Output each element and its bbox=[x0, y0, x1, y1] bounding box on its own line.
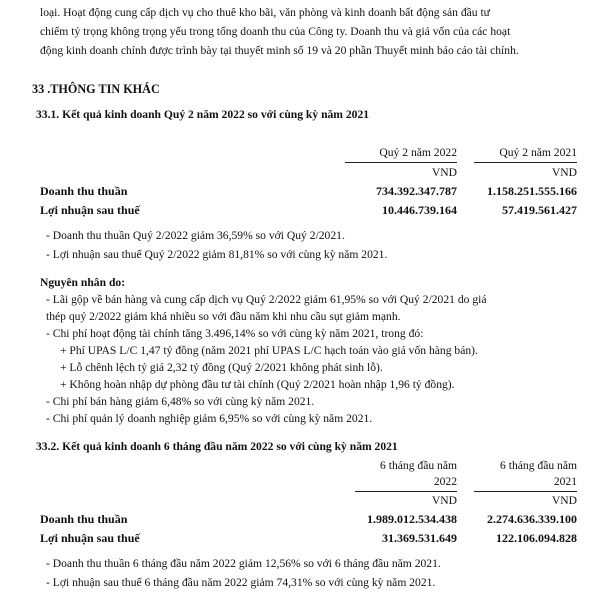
row-label-profit-after-tax: Lợi nhuận sau thuế bbox=[40, 531, 140, 545]
section-33-heading: 33 .THÔNG TIN KHÁC bbox=[32, 82, 160, 96]
row-label-profit-after-tax: Lợi nhuận sau thuế bbox=[40, 203, 140, 217]
value-cell: 57.419.561.427 bbox=[502, 203, 577, 217]
unit-label: VND bbox=[551, 494, 577, 507]
value-cell: 10.446.739.164 bbox=[382, 203, 457, 217]
value-cell: 2.274.636.339.100 bbox=[487, 512, 577, 526]
value-cell: 1.158.251.555.166 bbox=[487, 184, 577, 198]
h1-2022-column-header: 6 tháng đầu năm bbox=[380, 459, 457, 472]
note-line: - Lợi nhuận sau thuế Quý 2/2022 giảm 81,81% so với cùng kỳ năm 2021. bbox=[46, 248, 388, 261]
unit-label: VND bbox=[431, 166, 457, 179]
row-label-net-revenue: Doanh thu thuần bbox=[40, 184, 128, 198]
reason-subline: + Không hoàn nhập dự phòng đầu tư tài chính (Quý 2/2021 hoàn nhập 1,96 tỷ đồng). bbox=[60, 378, 455, 391]
value-cell: 122.106.094.828 bbox=[496, 531, 577, 545]
note-line: - Doanh thu thuần Quý 2/2022 giảm 36,59% so với Quý 2/2021. bbox=[46, 229, 345, 242]
note-line: - Doanh thu thuần 6 tháng đầu năm 2022 giảm 12,56% so với 6 tháng đầu năm 2021. bbox=[46, 557, 441, 570]
reason-line: - Chi phí hoạt động tài chính tăng 3.496,14% so với cùng kỳ năm 2021, trong đó: bbox=[46, 327, 424, 340]
reason-line: - Chi phí quản lý doanh nghiệp giảm 6,95% so với cùng kỳ năm 2021. bbox=[46, 412, 373, 425]
reason-title: Nguyên nhân do: bbox=[40, 276, 126, 289]
reason-line: - Lãi gộp về bán hàng và cung cấp dịch vụ Quý 2/2022 giảm 61,95% so với Quý 2/2021 do giá bbox=[46, 293, 487, 306]
reason-subline: + Phí UPAS L/C 1,47 tỷ đồng (năm 2021 phí UPAS L/C hạch toán vào giá vốn hàng bán). bbox=[60, 344, 478, 357]
h1-2022-column-year: 2022 bbox=[433, 475, 457, 488]
reason-subline: + Lỗ chênh lệch tỷ giá 2,32 tỷ đồng (Quý 2/2021 không phát sinh lỗ). bbox=[60, 361, 383, 374]
column-header-rule bbox=[345, 162, 457, 163]
q2-2022-column-header: Quý 2 năm 2022 bbox=[379, 146, 457, 159]
row-label-net-revenue: Doanh thu thuần bbox=[40, 512, 128, 526]
section-33-2-heading: 33.2. Kết quả kinh doanh 6 tháng đầu năm 2022 so với cùng kỳ năm 2021 bbox=[36, 440, 398, 453]
unit-label: VND bbox=[431, 494, 457, 507]
intro-line-3: động kinh doanh chính được trình bày tại thuyết minh số 19 và 20 phần Thuyết minh báo cáo tài chính. bbox=[40, 44, 519, 57]
h1-2021-column-header: 6 tháng đầu năm bbox=[500, 459, 577, 472]
value-cell: 734.392.347.787 bbox=[376, 184, 457, 198]
h1-2021-column-year: 2021 bbox=[553, 475, 577, 488]
reason-line: thép quý 2/2022 giảm khá nhiều so với đầu năm khi nhu cầu sụt giảm mạnh. bbox=[46, 310, 401, 323]
q2-2021-column-header: Quý 2 năm 2021 bbox=[499, 146, 577, 159]
value-cell: 1.989.012.534.438 bbox=[367, 512, 457, 526]
column-header-rule bbox=[355, 491, 457, 492]
intro-line-1: loại. Hoạt động cung cấp dịch vụ cho thuê kho bãi, văn phòng và kinh doanh bất động sản đầu tư bbox=[40, 6, 490, 19]
reason-line: - Chi phí bán hàng giảm 6,48% so với cùng kỳ năm 2021. bbox=[46, 395, 315, 408]
column-header-rule bbox=[474, 162, 577, 163]
intro-line-2: chiếm tỷ trọng không trọng yếu trong tổng doanh thu của Công ty. Doanh thu và giá vốn của các hoạt bbox=[40, 25, 511, 38]
value-cell: 31.369.531.649 bbox=[382, 531, 457, 545]
note-line: - Lợi nhuận sau thuế 6 tháng đầu năm 2022 giảm 74,31% so với cùng kỳ năm 2021. bbox=[46, 576, 436, 589]
section-33-1-heading: 33.1. Kết quả kinh doanh Quý 2 năm 2022 so với cùng kỳ năm 2021 bbox=[36, 108, 370, 121]
unit-label: VND bbox=[551, 166, 577, 179]
column-header-rule bbox=[474, 491, 577, 492]
